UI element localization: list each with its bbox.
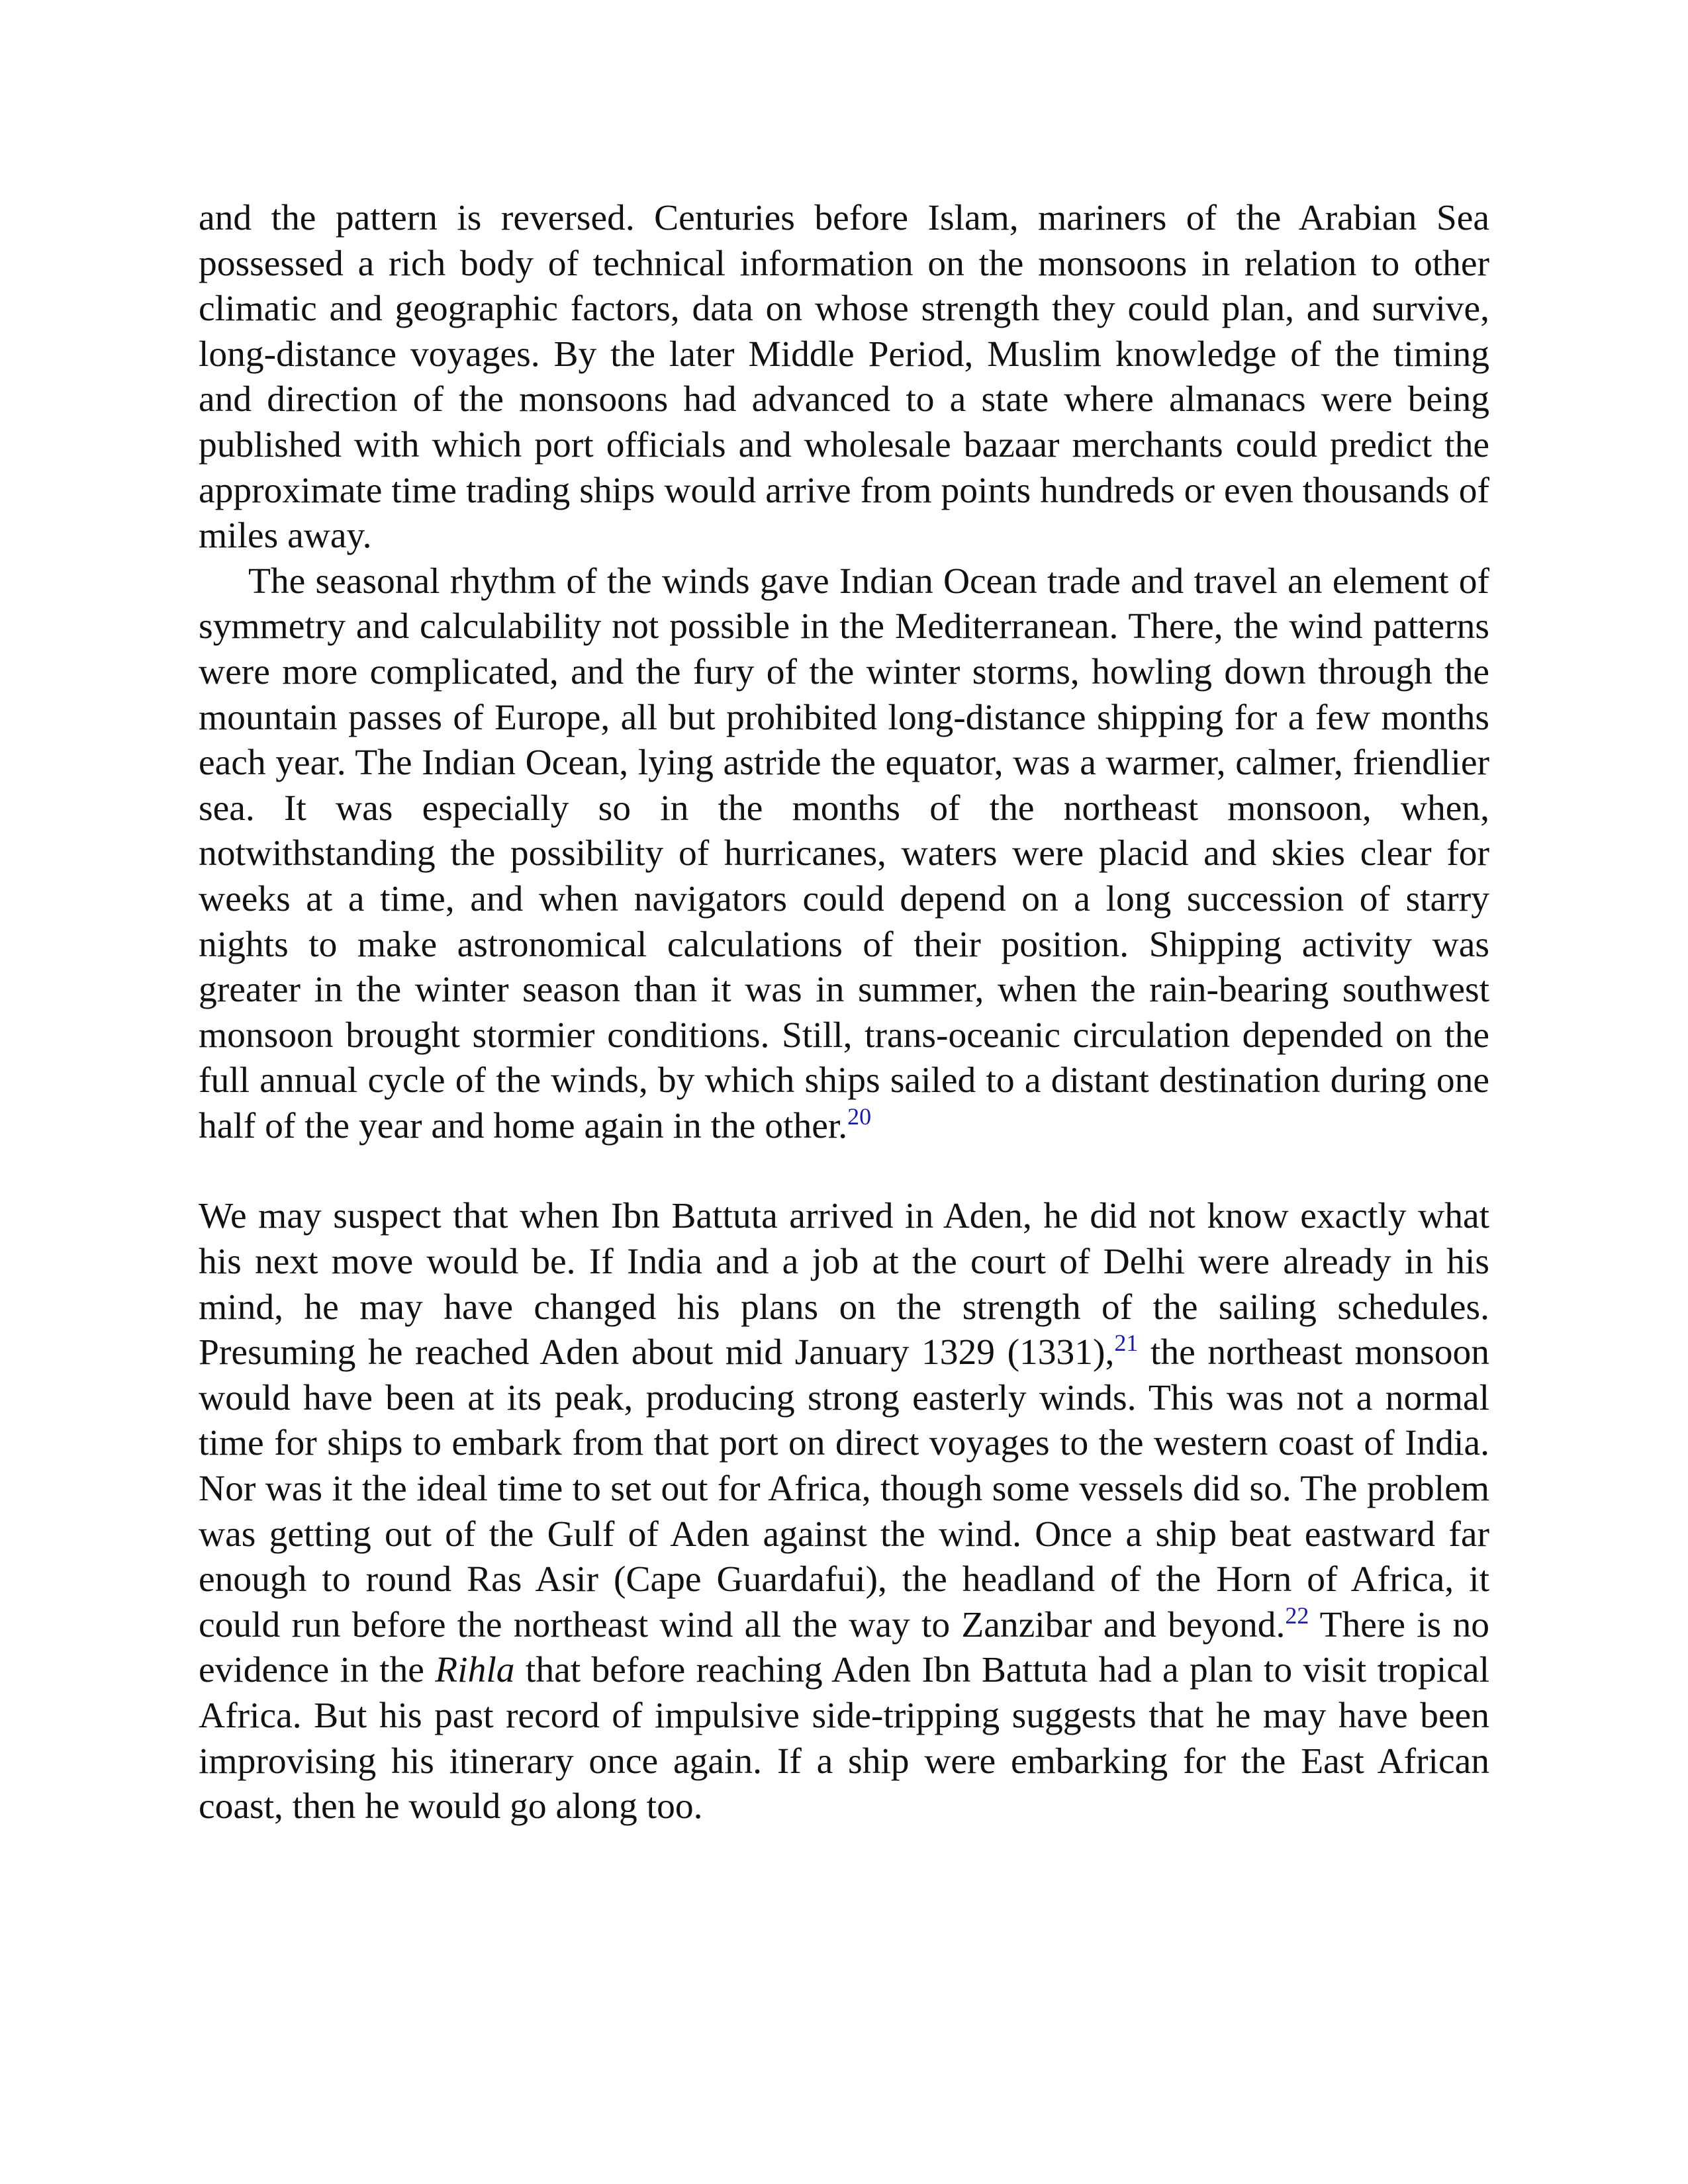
- paragraph-1: [199, 196, 1489, 559]
- text-run: that before reaching Aden Ibn Battuta had a plan to visit tropical Africa. But his past record of impulsive side-tripping suggests that he may have been improvising his itinerary once again. If a ship were embarking for the East African coast, then he would go along too.: [199, 1650, 1489, 1827]
- footnote-ref-20[interactable]: 20: [847, 1103, 872, 1130]
- paragraph-2: [199, 559, 1489, 1150]
- italic-title: Rihla: [435, 1650, 515, 1691]
- page-body: [199, 196, 1489, 1830]
- text-run: There is no evidence in the: [199, 1604, 1490, 1691]
- text-run: The seasonal rhythm of the winds gave Indian Ocean trade and travel an element of symmetry and calculability not possible in the Mediterranean. There, the wind patterns were more complicated, and the fury of the winter storms, howling down through the mountain passes of Europe, all but prohibited long-distance shipping for a few months each year. The Indian Ocean, lying astride the equator, was a warmer, calmer, friendlier sea. It was especially so in the months of the northeast monsoon, when, notwithstanding the possibility of hurricanes, waters were placid and skies clear for weeks at a time, and when navigators could depend on a long succession of starry nights to make astronomical calculations of their position. Shipping activity was greater in the winter season than it was in summer, when the rain-bearing southwest monsoon brought stormier conditions. Still, trans-oceanic circulation depended on the full annual cycle of the winds, by which ships sailed to a distant destination during one half of the year and home again in the other.: [199, 561, 1489, 1146]
- paragraph-3: [199, 1194, 1489, 1829]
- text-run: and the pattern is reversed. Centuries before Islam, mariners of the Arabian Sea possessed a rich body of technical information on the monsoons in relation to other climatic and geographic factors, data on whose strength they could plan, and survive, long-distance voyages. By the later Middle Period, Muslim knowledge of the timing and direction of the monsoons had advanced to a state where almanacs were being published with which port officials and wholesale bazaar merchants could predict the approximate time trading ships would arrive from points hundreds or even thousands of miles away.: [199, 198, 1489, 557]
- footnote-ref-21[interactable]: 21: [1114, 1330, 1139, 1357]
- footnote-ref-22[interactable]: 22: [1285, 1602, 1309, 1629]
- text-run: We may suspect that when Ibn Battuta arrived in Aden, he did not know exactly what his next move would be. If India and a job at the court of Delhi were already in his mind, he may have changed his plans on the strength of the sailing schedules. Presuming he reached Aden about mid January 1329 (1331),: [199, 1196, 1489, 1373]
- text-run: the northeast monsoon would have been at its peak, producing strong easterly winds. This was not a normal time for ships to embark from that port on direct voyages to the western coast of India. Nor was it the ideal time to set out for Africa, though some vessels did so. The problem was getting out of the Gulf of Aden against the wind. Once a ship beat eastward far enough to round Ras Asir (Cape Guardafui), the headland of the Horn of Africa, it could run before the northeast wind all the way to Zanzibar and beyond.: [199, 1332, 1489, 1645]
